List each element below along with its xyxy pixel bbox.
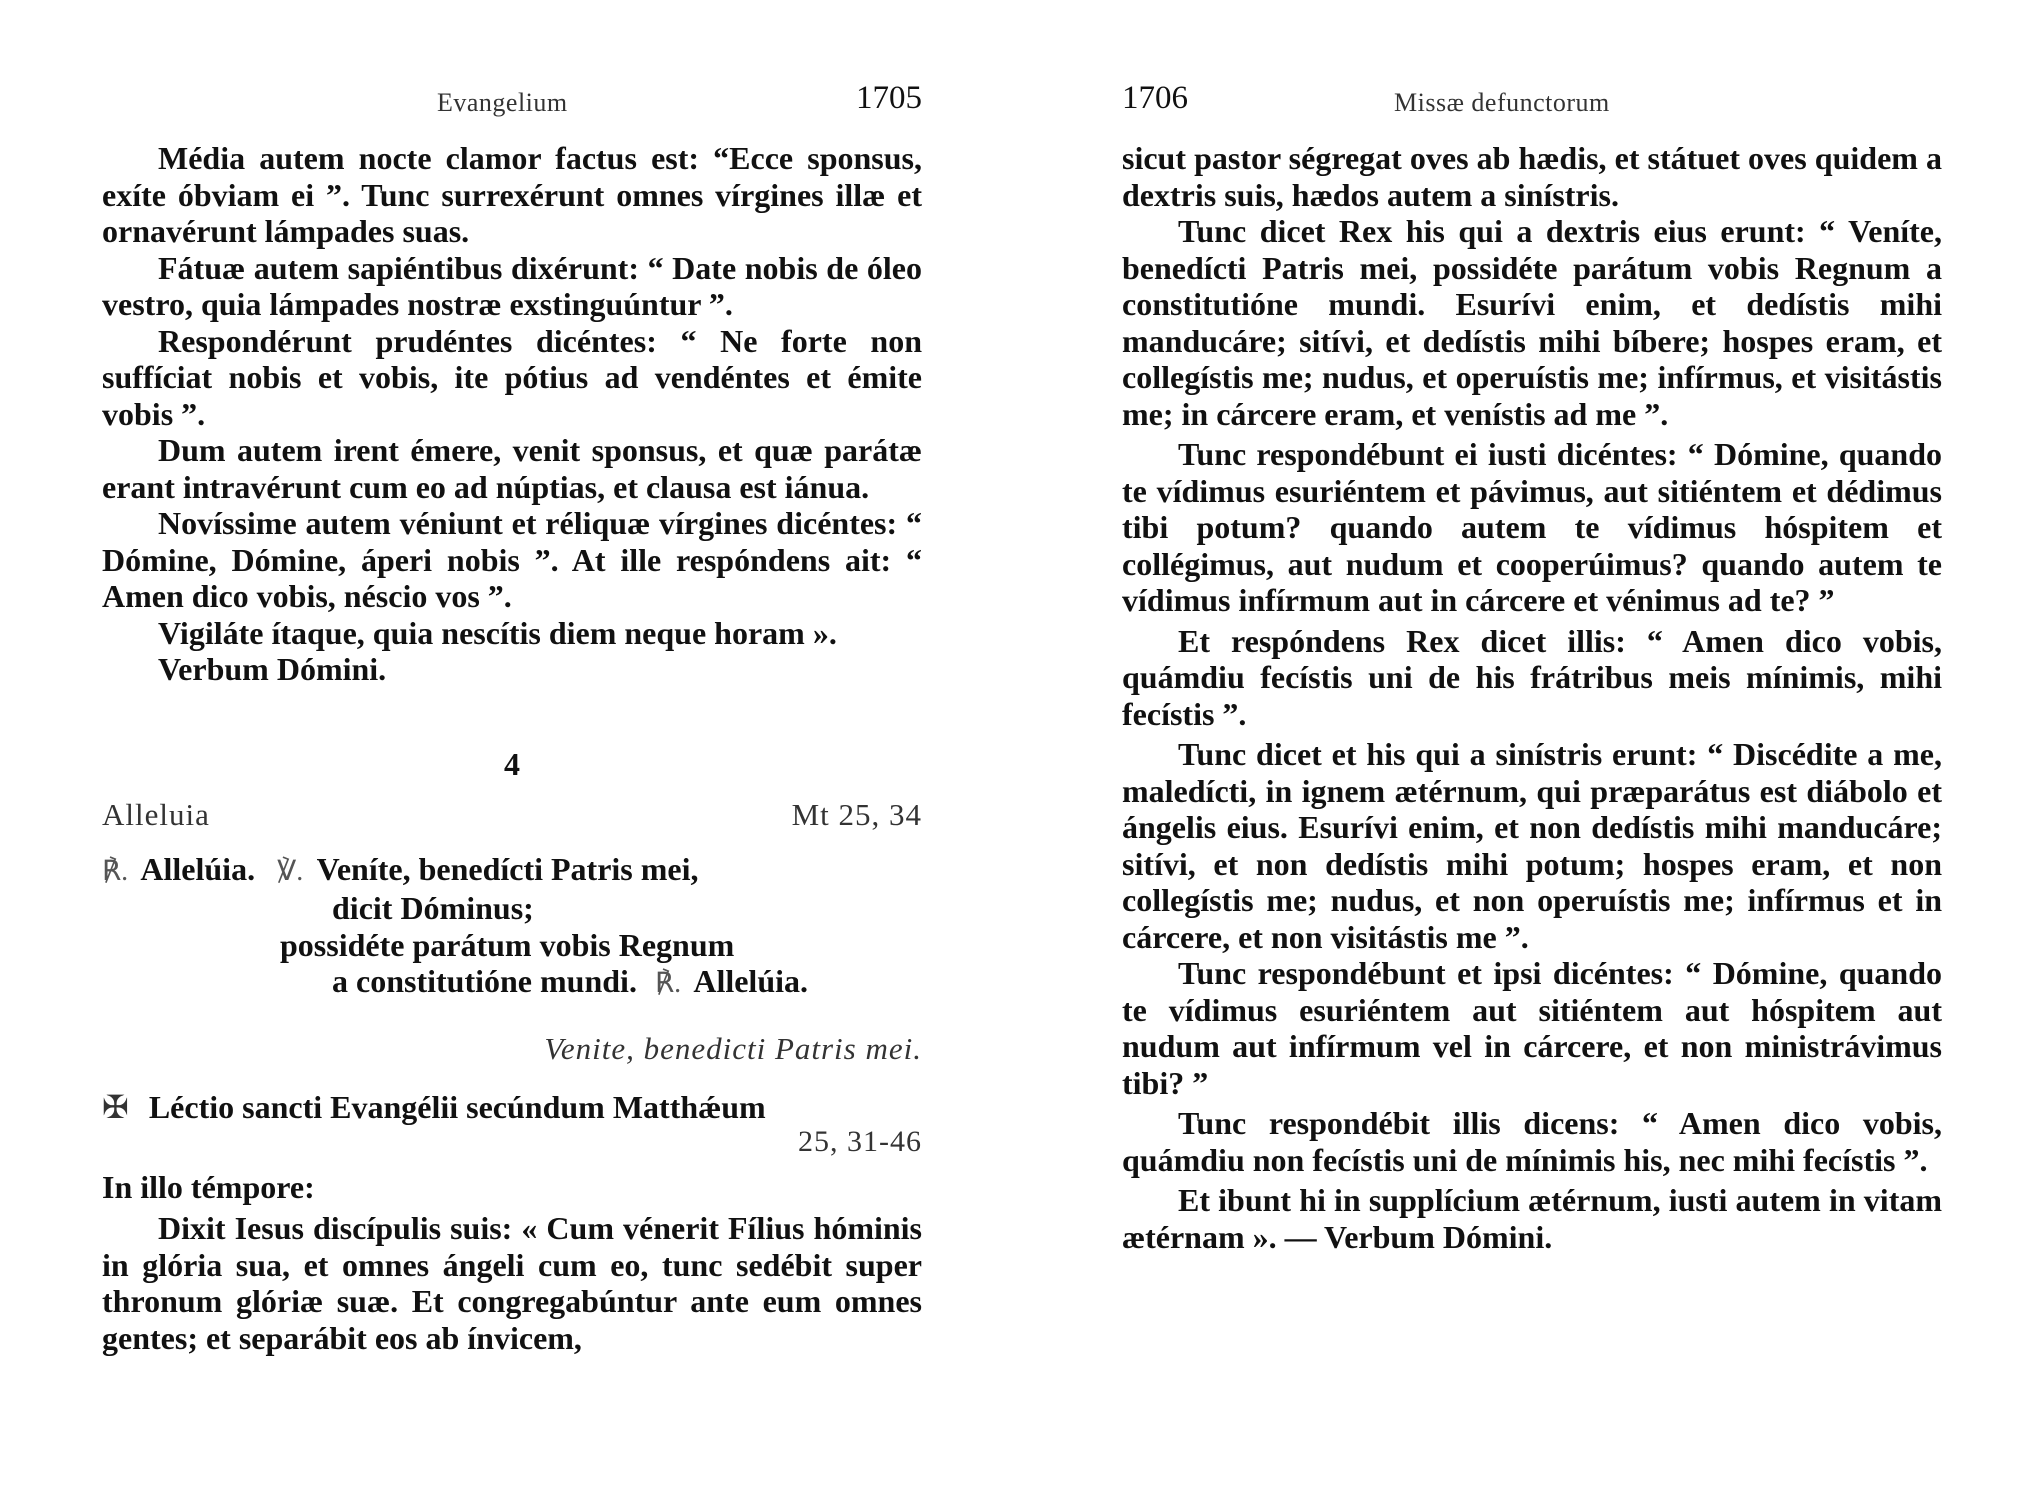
left-page bbox=[102, 0, 922, 1356]
paragraph: Tunc respondébunt et ipsi dicéntes: “ Dómine, quando te vídimus esuriéntem aut sitiéntem aut hóspitem aut nudum aut infírmum vel in cárcere, et non ministrávimus tibi? ” bbox=[1122, 955, 1942, 1101]
paragraph: Tunc dicet Rex his qui a dextris eius erunt: “ Veníte, benedícti Patris mei, possidéte parátum vobis Regnum a constitutióne mundi. Esurívi enim, et dedístis mihi manducáre; sitívi, et dedístis mihi bíbere; hospes eram, et collegístis me; nudus, et operuístis me; infírmus, et visitástis me; in cárcere eram, et venístis ad me ”. bbox=[1122, 213, 1942, 432]
verse-line bbox=[102, 851, 922, 891]
alleluia-verse bbox=[102, 851, 922, 1003]
verse-text: Allelúia. bbox=[140, 850, 256, 887]
verse-line: dicit Dóminus; bbox=[332, 890, 534, 926]
verse-text: a constitutióne mundi. bbox=[332, 963, 637, 999]
verse-line: possidéte parátum vobis Regnum bbox=[280, 926, 735, 963]
verse-line bbox=[102, 963, 922, 1003]
alleluia-header bbox=[102, 797, 922, 833]
left-running-head bbox=[102, 80, 922, 140]
paragraph: sicut pastor ségregat oves ab hædis, et státuet oves quidem a dextris suis, hædos autem a sinístris. bbox=[1122, 140, 1942, 213]
verse-text: Veníte, benedícti Patris mei, bbox=[316, 850, 699, 887]
paragraph: Dixit Iesus discípulis suis: « Cum vénerit Fílius hóminis in glória sua, et omnes ángeli cum eo, tunc sedébit super thronum glóriæ suæ. Et congregabúntur ante eum omnes gentes; et separábit eos ab ínvicem, bbox=[102, 1210, 922, 1356]
paragraph: Dum autem irent émere, venit sponsus, et quæ parátæ erant intravérunt cum eo ad núptias, et clausa est iánua. bbox=[102, 432, 922, 505]
paragraph: Média autem nocte clamor factus est: “Ecce sponsus, exíte óbviam ei ”. Tunc surrexérunt omnes vírgines illæ et ornavérunt lámpades suas. bbox=[102, 140, 922, 249]
cross-icon: ✠ bbox=[102, 1088, 129, 1125]
gospel-reference: 25, 31-46 bbox=[798, 1125, 922, 1158]
section-number: 4 bbox=[504, 745, 520, 782]
left-page-number: 1705 bbox=[856, 80, 922, 116]
right-running-title: Missæ defunctorum bbox=[1394, 88, 1610, 117]
right-page bbox=[1122, 0, 1942, 1255]
paragraph: Respondérunt prudéntes dicéntes: “ Ne forte non suffíciat nobis et vobis, ite pótius ad vendéntes et émite vobis ”. bbox=[102, 322, 922, 432]
paragraph: Tunc respondébit illis dicens: “ Amen dico vobis, quámdiu non fecístis uni de mínimis his, nec mihi fecístis ”. bbox=[1122, 1105, 1942, 1178]
gospel-heading bbox=[102, 1089, 922, 1126]
right-running-head bbox=[1122, 80, 1942, 140]
paragraph: Tunc respondébunt ei iusti dicéntes: “ Dómine, quando te vídimus esuriéntem et pávimus, aut sitiéntem et dédimus tibi potum? quando autem te vídimus hóspitem et collégimus, aut nudum et cooperúimus? quando autem te vídimus infírmum aut in cárcere et vénimus ad te? ” bbox=[1122, 436, 1942, 618]
response-symbol: ℟. bbox=[102, 855, 129, 887]
verse-text: Allelúia. bbox=[693, 963, 808, 999]
versicle-symbol: ℣. bbox=[277, 855, 304, 887]
right-body bbox=[1122, 140, 1942, 1255]
gospel-opening bbox=[102, 1210, 922, 1356]
left-body bbox=[102, 140, 922, 688]
alleluia-refrain: Venite, benedicti Patris mei. bbox=[544, 1030, 922, 1066]
verbum-domini: Verbum Dómini. bbox=[158, 651, 387, 687]
paragraph: Et respóndens Rex dicet illis: “ Amen dico vobis, quámdiu fecístis uni de his frátribus meis mínimis, mihi fecístis ”. bbox=[1122, 622, 1942, 732]
paragraph: Tunc dicet et his qui a sinístris erunt: “ Discédite a me, maledícti, in ignem ætérnum, qui præparátus est diábolo et ángelis eius. Esurívi enim, et non dedístis mihi manducáre; sitívi, et non dedístis mihi potum; hospes eram, et non collegístis me; nudus, et non operuístis me; infírmus et in cárcere, et non visitástis me ”. bbox=[1122, 736, 1942, 955]
left-running-title: Evangelium bbox=[437, 88, 568, 117]
right-page-number: 1706 bbox=[1122, 80, 1188, 116]
paragraph: Et ibunt hi in supplícium ætérnum, iusti autem in vitam ætérnam ». — Verbum Dómini. bbox=[1122, 1182, 1942, 1255]
paragraph: Vigiláte ítaque, quia nescítis diem neque horam ». bbox=[158, 614, 837, 651]
paragraph: Fátuæ autem sapiéntibus dixérunt: “ Date nobis de óleo vestro, quia lámpades nostræ exstinguúntur ”. bbox=[102, 249, 922, 322]
in-illo-tempore: In illo témpore: bbox=[102, 1169, 315, 1205]
response-symbol: ℟. bbox=[654, 968, 682, 999]
paragraph: Novíssime autem véniunt et réliquæ vírgines dicéntes: “ Dómine, Dómine, áperi nobis ”. At ille respóndens ait: “ Amen dico vobis, néscio vos ”. bbox=[102, 505, 922, 614]
alleluia-reference: Mt 25, 34 bbox=[791, 796, 922, 832]
alleluia-label: Alleluia bbox=[102, 796, 210, 832]
gospel-title: Léctio sancti Evangélii secúndum Matthǽum bbox=[148, 1088, 766, 1125]
